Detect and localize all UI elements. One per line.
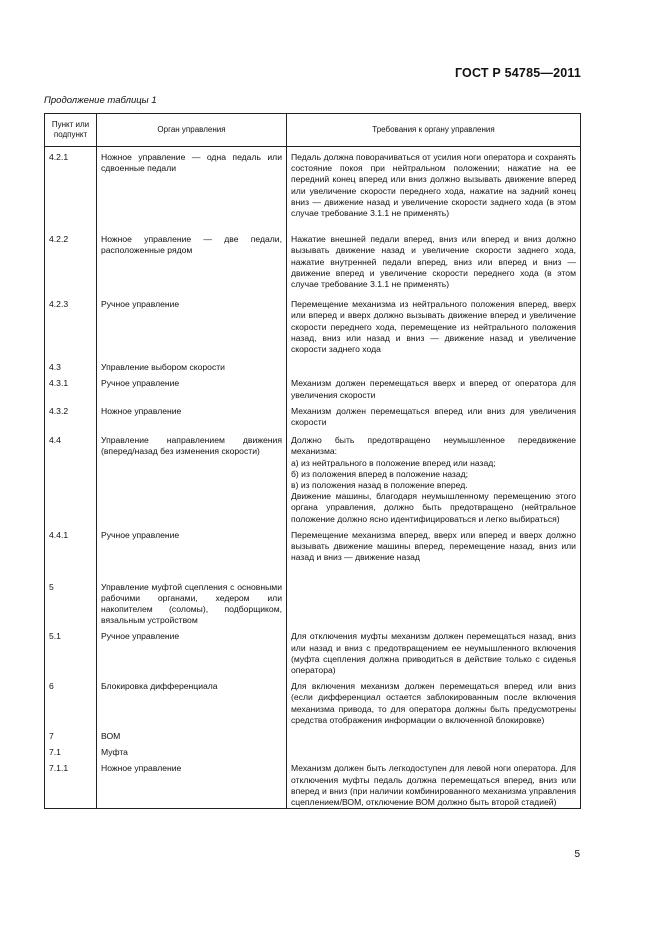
table-row [45, 528, 581, 580]
item-number-cell: 4.2.2 [45, 232, 97, 297]
item-number-cell: 6 [45, 679, 97, 729]
table-row [45, 433, 581, 528]
control-name-cell: Ножное управление — одна педаль или сдвоенные педали [97, 147, 287, 233]
control-name-cell: Муфта [97, 745, 287, 761]
item-number-cell: 4.2.3 [45, 297, 97, 360]
item-number-cell: 7.1 [45, 745, 97, 761]
item-number-cell: 4.3.1 [45, 376, 97, 403]
requirement-cell: Перемещение механизма вперед, вверх или вперед и вверх должно вызывать движение машины вперед, перемещение назад, вниз или назад и вниз — движение назад [287, 528, 581, 580]
control-name-cell: Управление выбором скорости [97, 360, 287, 376]
control-name-cell: Ручное управление [97, 376, 287, 403]
requirement-cell [287, 360, 581, 376]
requirement-cell [287, 580, 581, 630]
table-row [45, 679, 581, 729]
control-name-cell: Ручное управление [97, 629, 287, 679]
table-body [45, 147, 581, 809]
item-number-cell: 5.1 [45, 629, 97, 679]
table-row [45, 376, 581, 403]
control-name-cell: Блокировка дифференциала [97, 679, 287, 729]
control-name-cell: Ножное управление — две педали, расположенные рядом [97, 232, 287, 297]
table-row [45, 404, 581, 433]
control-name-cell: Ручное управление [97, 297, 287, 360]
control-name-cell: ВОМ [97, 729, 287, 745]
control-name-cell: Управление направлением движения (вперед/назад без изменения скорости) [97, 433, 287, 528]
table-row [45, 297, 581, 360]
table-row [45, 147, 581, 233]
table-header-row [45, 114, 581, 147]
requirement-cell: Перемещение механизма из нейтрального положения вперед, вверх или вперед и вверх должно вызывать движение вперед и увеличение скорости переднего хода, перемещение из нейтрального положения назад, вниз или назад и вниз — движение назад и увеличение скорости заднего хода [287, 297, 581, 360]
table-row [45, 629, 581, 679]
requirement-cell: Должно быть предотвращено неумышленное передвижение механизма: а) из нейтрального в положение вперед или назад; б) из положения вперед в положение назад; в) из положения назад в положение вперед. Движение машины, благодаря неумышленному перемещению этого органа управления, должно быть предотвращено (нейтральное положение должно ясно идентифицироваться и легко выбираться) [287, 433, 581, 528]
column-header-item: Пункт или подпункт [45, 114, 97, 147]
control-name-cell: Ножное управление [97, 404, 287, 433]
requirements-table [44, 113, 581, 809]
table-row [45, 729, 581, 745]
requirement-cell [287, 745, 581, 761]
column-header-requirements: Требования к органу управления [287, 114, 581, 147]
requirement-cell: Нажатие внешней педали вперед, вниз или вперед и вниз должно вызывать движение назад и увеличение скорости заднего хода, нажатие внутренней педали вперед, вниз или вперед и вниз — движение вперед и увеличение скорости переднего хода (в этом случае требование 3.1.1 не применять) [287, 232, 581, 297]
column-header-control: Орган управления [97, 114, 287, 147]
table-row [45, 232, 581, 297]
requirement-cell: Педаль должна поворачиваться от усилия ноги оператора и сохранять состояние покоя при нейтральном положении; нажатие на ее передний конец вперед или вниз должно вызывать движение вперед или увеличение скорости переднего хода, нажатие на задний конец вниз — движение назад и увеличение скорости заднего хода (в этом случае требование 3.1.1 не применять) [287, 147, 581, 233]
item-number-cell: 4.3.2 [45, 404, 97, 433]
control-name-cell: Ножное управление [97, 761, 287, 808]
item-number-cell: 4.2.1 [45, 147, 97, 233]
document-code: ГОСТ Р 54785—2011 [454, 66, 581, 80]
requirement-cell: Для отключения муфты механизм должен перемещаться назад, вниз или назад и вниз с предотвращением ее неумышленного включения (муфта сцепления должна приводиться в действие только с сиденья оператора) [287, 629, 581, 679]
item-number-cell: 5 [45, 580, 97, 630]
control-name-cell: Управление муфтой сцепления с основными рабочими органами, хедером или накопителем (соломы), подборщиком, вязальным устройством [97, 580, 287, 630]
control-name-cell: Ручное управление [97, 528, 287, 580]
item-number-cell: 4.4.1 [45, 528, 97, 580]
requirement-cell: Для включения механизм должен перемещаться вперед или вниз (если дифференциал остается заблокированным после включения механизма привода, то для оператора должны быть предусмотрены средства отображения информации о включенной блокировке) [287, 679, 581, 729]
table-row [45, 745, 581, 761]
item-number-cell: 7.1.1 [45, 761, 97, 808]
item-number-cell: 7 [45, 729, 97, 745]
requirement-cell: Механизм должен перемещаться вверх и вперед от оператора для увеличения скорости [287, 376, 581, 403]
requirement-cell [287, 729, 581, 745]
table-row [45, 360, 581, 376]
table-row [45, 761, 581, 808]
requirement-cell: Механизм должен быть легкодоступен для левой ноги оператора. Для отключения муфты педаль должна перемещаться вперед, вниз или вперед и вниз (при наличии комбинированного механизма управления сцеплением/ВОМ, отключение ВОМ должно быть второй стадией) [287, 761, 581, 808]
table-caption: Продолжение таблицы 1 [44, 95, 157, 106]
item-number-cell: 4.4 [45, 433, 97, 528]
page-number: 5 [574, 849, 580, 860]
table-row [45, 580, 581, 630]
item-number-cell: 4.3 [45, 360, 97, 376]
requirement-cell: Механизм должен перемещаться вперед или вниз для увеличения скорости [287, 404, 581, 433]
